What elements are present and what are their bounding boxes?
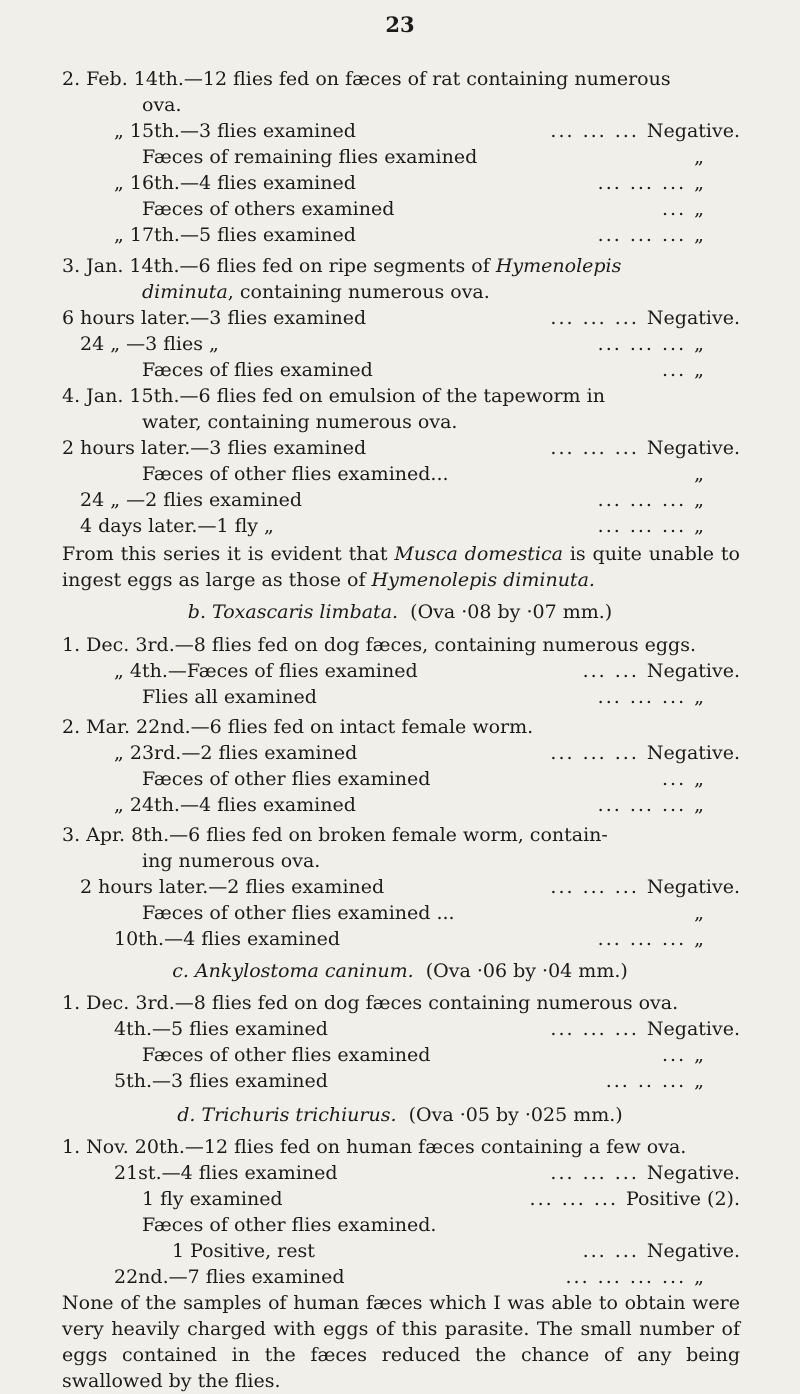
entry-line: 1 fly examined [142, 1188, 283, 1210]
result: ... ... ... Positive (2). [529, 1188, 740, 1210]
result: ... ... ... „ [597, 172, 704, 194]
entry-line: „ 16th.—4 flies examined [114, 172, 356, 194]
result: ... „ [661, 198, 704, 220]
section-heading: d. Trichuris trichiurus. (Ova ·05 by ·025 mm.) [177, 1104, 623, 1126]
entry-line: Fæces of other flies examined [142, 768, 431, 790]
result: ... ... ... „ [597, 333, 704, 355]
entry-line: 1. Dec. 3rd.—8 flies fed on dog fæces containing numerous ova. [62, 992, 679, 1014]
entry-line: Fæces of other flies examined. [142, 1214, 437, 1236]
entry-line: 4 days later.—1 fly „ [80, 515, 274, 537]
entry-line: 21st.—4 flies examined [114, 1162, 338, 1184]
entry-line: 5th.—3 flies examined [114, 1070, 328, 1092]
result: ... ... ... „ [597, 794, 704, 816]
entry-line: „ 15th.—3 flies examined [114, 120, 356, 142]
result: ... ... ... „ [597, 489, 704, 511]
entry-line: Fæces of remaining flies examined [142, 146, 478, 168]
entry-line: water, containing numerous ova. [142, 411, 458, 433]
entry-line: 3. Apr. 8th.—6 flies fed on broken female worm, contain- [62, 824, 608, 846]
result: „ [694, 902, 704, 924]
entry-line: „ 24th.—4 flies examined [114, 794, 356, 816]
entry-line: 2. Mar. 22nd.—6 flies fed on intact female worm. [62, 716, 534, 738]
result: ... ... Negative. [582, 660, 740, 682]
entry-line: Fæces of flies examined [142, 359, 373, 381]
entry-line: 3. Jan. 14th.—6 flies fed on ripe segments of Hymenolepis [62, 255, 622, 277]
paragraph: From this series it is evident that Musca domestica is quite unable to ingest eggs as large as those of Hymenolepis diminuta. [62, 543, 740, 591]
entry-line: „ 23rd.—2 flies examined [114, 742, 358, 764]
result: ... ... ... Negative. [550, 120, 740, 142]
section-heading: c. Ankylostoma caninum. (Ova ·06 by ·04 mm.) [172, 960, 628, 982]
result: ... ... ... „ [597, 928, 704, 950]
result: ... „ [661, 768, 704, 790]
entry-line: 2. Feb. 14th.—12 flies fed on fæces of rat containing numerous [62, 68, 671, 90]
result: ... ... ... „ [597, 224, 704, 246]
entry-line: 10th.—4 flies examined [114, 928, 341, 950]
entry-line: 22nd.—7 flies examined [114, 1266, 345, 1288]
entry-line: 4. Jan. 15th.—6 flies fed on emulsion of the tapeworm in [62, 385, 605, 407]
entry-line: 24 „ —3 flies „ [80, 333, 219, 355]
paragraph: None of the samples of human fæces which I was able to obtain were very heavily charged with eggs of this parasite. The small number of eggs contained in the fæces reduced the chance of any being swallowed by the flies. [62, 1292, 740, 1392]
entry-line: Fæces of other flies examined [142, 1044, 431, 1066]
section-heading: b. Toxascaris limbata. (Ova ·08 by ·07 mm.) [187, 601, 613, 623]
page-number: 23 [385, 12, 415, 37]
entry-line: Fæces of others examined [142, 198, 395, 220]
entry-line: ova. [142, 94, 182, 116]
result: ... ... ... „ [597, 515, 704, 537]
entry-line: Fæces of other flies examined... [142, 463, 449, 485]
result: ... ... ... Negative. [550, 1018, 740, 1040]
entry-line: 4th.—5 flies examined [114, 1018, 328, 1040]
result: ... ... ... Negative. [550, 742, 740, 764]
entry-line: Flies all examined [142, 686, 317, 708]
result: ... ... ... „ [597, 686, 704, 708]
result: ... ... ... Negative. [550, 307, 740, 329]
result: ... ... ... Negative. [550, 437, 740, 459]
entry-line: 1 Positive, rest [172, 1240, 315, 1262]
entry-line: „ 17th.—5 flies examined [114, 224, 356, 246]
entry-line: Fæces of other flies examined ... [142, 902, 455, 924]
entry-line: „ 4th.—Fæces of flies examined [114, 660, 418, 682]
entry-line: 1. Nov. 20th.—12 flies fed on human fæces containing a few ova. [62, 1136, 687, 1158]
result: ... .. ... „ [605, 1070, 704, 1092]
entry-line: 2 hours later.—2 flies examined [80, 876, 385, 898]
entry-line: 24 „ —2 flies examined [80, 489, 303, 511]
entry-line: 6 hours later.—3 flies examined [62, 307, 367, 329]
result: ... ... ... Negative. [550, 1162, 740, 1184]
entry-line: ing numerous ova. [142, 850, 321, 872]
entry-line: 1. Dec. 3rd.—8 flies fed on dog fæces, containing numerous eggs. [62, 634, 697, 656]
result: ... ... Negative. [582, 1240, 740, 1262]
entry-line: 2 hours later.—3 flies examined [62, 437, 367, 459]
result: ... ... ... Negative. [550, 876, 740, 898]
result: ... „ [661, 1044, 704, 1066]
result: ... „ [661, 359, 704, 381]
result: „ [694, 146, 704, 168]
result: „ [694, 463, 704, 485]
entry-line: diminuta, containing numerous ova. [142, 281, 490, 303]
result: ... ... ... ... „ [565, 1266, 704, 1288]
